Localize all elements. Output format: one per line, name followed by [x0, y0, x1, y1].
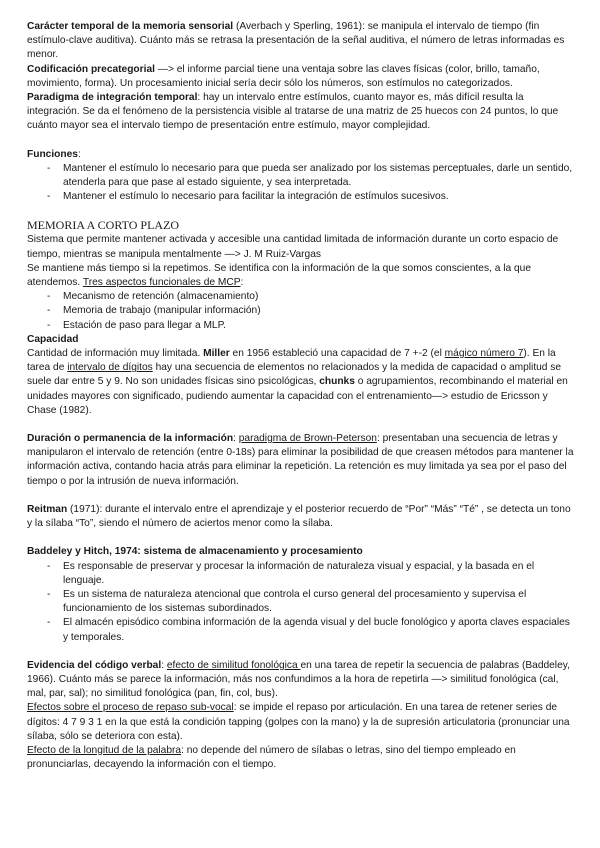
capacidad-heading: Capacidad [27, 333, 79, 345]
spacer [27, 645, 575, 659]
paragraph-capacidad: Cantidad de información muy limitada. Miller en 1956 estableció una capacidad de 7 +-2 (el mágico número 7). En la tarea de intervalo de dígitos hay una secuencia de elementos no relacionados y la medida de capacidad o amplitud se suele dar entre 5 y 9. No son unidades físicas sino psicológicas, chunks o agrupamientos, recombinando el material en unidades mayores con significado, pudiendo aumentar la capacidad con el entrenamiento—> estudio de Ericsson y Chase (1982). [27, 348, 568, 416]
list-item: - Memoria de trabajo (manipular información) [27, 304, 575, 318]
paragraph-duracion: Duración o permanencia de la información: paradigma de Brown-Peterson: presentaban una secuencia de letras y manipularon el intervalo de retención (entre 0-18s) para eliminar la posibilidad de que creasen métodos para mantener la información activa, contando hacia atrás para eliminar la repetición. La retención es muy limitada ya sea por el paso del tiempo o por la intrusión de nueva información. [27, 433, 574, 487]
underlined-phrase: intervalo de dígitos [67, 362, 153, 374]
mcp-aspects-list [27, 290, 575, 333]
document-page [27, 20, 575, 772]
underlined-phrase: mágico número 7 [444, 348, 524, 360]
spacer [27, 204, 575, 218]
baddeley-heading: Baddeley y Hitch, 1974: sistema de almacenamiento y procesamiento [27, 546, 363, 558]
paragraph-reitman: Reitman (1971): durante el intervalo entre el aprendizaje y el posterior recuerdo de “Por” “Más” “Té” , se detecta un tono y la sílaba “To”, siendo el número de aciertos menor como la sílaba. [27, 503, 571, 530]
paragraph-repaso-subvocal: Efectos sobre el proceso de repaso sub-vocal: se impide el repaso por articulación. En una tarea de retener series de dígitos: 4 7 9 3 1 en la que está la condición tapping (golpes con la mano) y la de supresión articulatoria (pronunciar una sílaba, sólo se deteriora con esta). [27, 702, 570, 742]
section-heading-mcp: MEMORIA A CORTO PLAZO [27, 218, 180, 233]
term-codificacion-precategorial: Codificación precategorial [27, 63, 155, 75]
underlined-phrase: efecto de similitud fonológica [166, 659, 301, 671]
list-item: - Mantener el estímulo lo necesario para facilitar la integración de estímulos sucesivos. [27, 190, 575, 204]
paragraph-longitud-palabra: Efecto de la longitud de la palabra: no depende del número de sílabas o letras, sino del tiempo empleado en pronunciarlas, decayendo la información con el tiempo. [27, 744, 516, 771]
spacer [27, 134, 575, 148]
underlined-phrase: Efectos sobre el proceso de repaso sub-vocal [27, 702, 234, 714]
baddeley-list [27, 560, 575, 645]
list-item: - El almacén episódico combina información de la agenda visual y del bucle fonológico y aporta claves espaciales y temporales. [27, 616, 575, 644]
list-item: - Mantener el estímulo lo necesario para que pueda ser analizado por los sistemas perceptuales, darle un sentido, atenderla para que pase al estado siguiente, y sea interpretada. [27, 162, 575, 190]
paragraph-codificacion-precategorial: Codificación precategorial —> el informe parcial tiene una ventaja sobre las claves físicas (color, brillo, tamaño, movimiento, forma). Un procesamiento inicial sería decir sólo los números, son estímulos no categorizados. [27, 63, 540, 89]
spacer [27, 418, 575, 432]
paragraph-caracter-temporal: Carácter temporal de la memoria sensorial (Averbach y Sperling, 1961): se manipula el intervalo de tiempo (fin estímulo-clave auditiva). Cuánto más se retrasa la presentación de la señal auditiva, el número de letras informadas es menor. [27, 21, 565, 61]
underlined-phrase: Efecto de la longitud de la palabra [27, 744, 182, 756]
underlined-phrase: Tres aspectos funcionales de MCP [82, 277, 241, 289]
paragraph-evidencia: Evidencia del código verbal: efecto de similitud fonológica en una tarea de repetir la secuencia de palabras (Baddeley, 1966). Cuánto más se parece la información, más nos confundimos a la hora de repetirla —> similitud fonológica (cal, mal, par, sal); no similitud fonológica (pan, fin, col, bus). [27, 659, 570, 700]
paragraph-mcp-aspects: Se mantiene más tiempo si la repetimos. Se identifica con la información de la que somos conscientes, a la que atendemos. Tres aspectos funcionales de MCP: [27, 262, 531, 289]
term-caracter-temporal: Carácter temporal de la memoria sensorial [27, 21, 234, 32]
spacer [27, 489, 575, 503]
term-integracion-temporal: Paradigma de integración temporal [27, 92, 198, 104]
paragraph-mcp-definition: Sistema que permite mantener activada y accesible una cantidad limitada de información durante un corto espacio de tiempo, mientras se manipula mentalmente —> J. M Ruiz-Vargas [27, 234, 559, 260]
list-item: - Es un sistema de naturaleza atencional que controla el curso general del procesamiento y supervisa el funcionamiento de los sistemas subordinados. [27, 588, 575, 616]
spacer [27, 531, 575, 545]
underlined-phrase: paradigma de Brown-Peterson [238, 433, 377, 445]
funciones-heading: Funciones: [27, 148, 81, 160]
paragraph-integracion-temporal: Paradigma de integración temporal: hay un intervalo entre estímulos, cuanto mayor es, más difícil resulta la integración. Se da el fenómeno de la persistencia visible al tratarse de una matriz de 25 huecos con 24 puntos, lo que cuánto mayor sea el intervalo tiempo de presentación entre estímulo, mayor complejidad. [27, 92, 559, 132]
funciones-list [27, 162, 575, 205]
list-item: - Es responsable de preservar y procesar la información de naturaleza visual y espacial, y la basada en el lenguaje. [27, 560, 575, 588]
list-item: - Estación de paso para llegar a MLP. [27, 319, 575, 333]
list-item: - Mecanismo de retención (almacenamiento) [27, 290, 575, 304]
